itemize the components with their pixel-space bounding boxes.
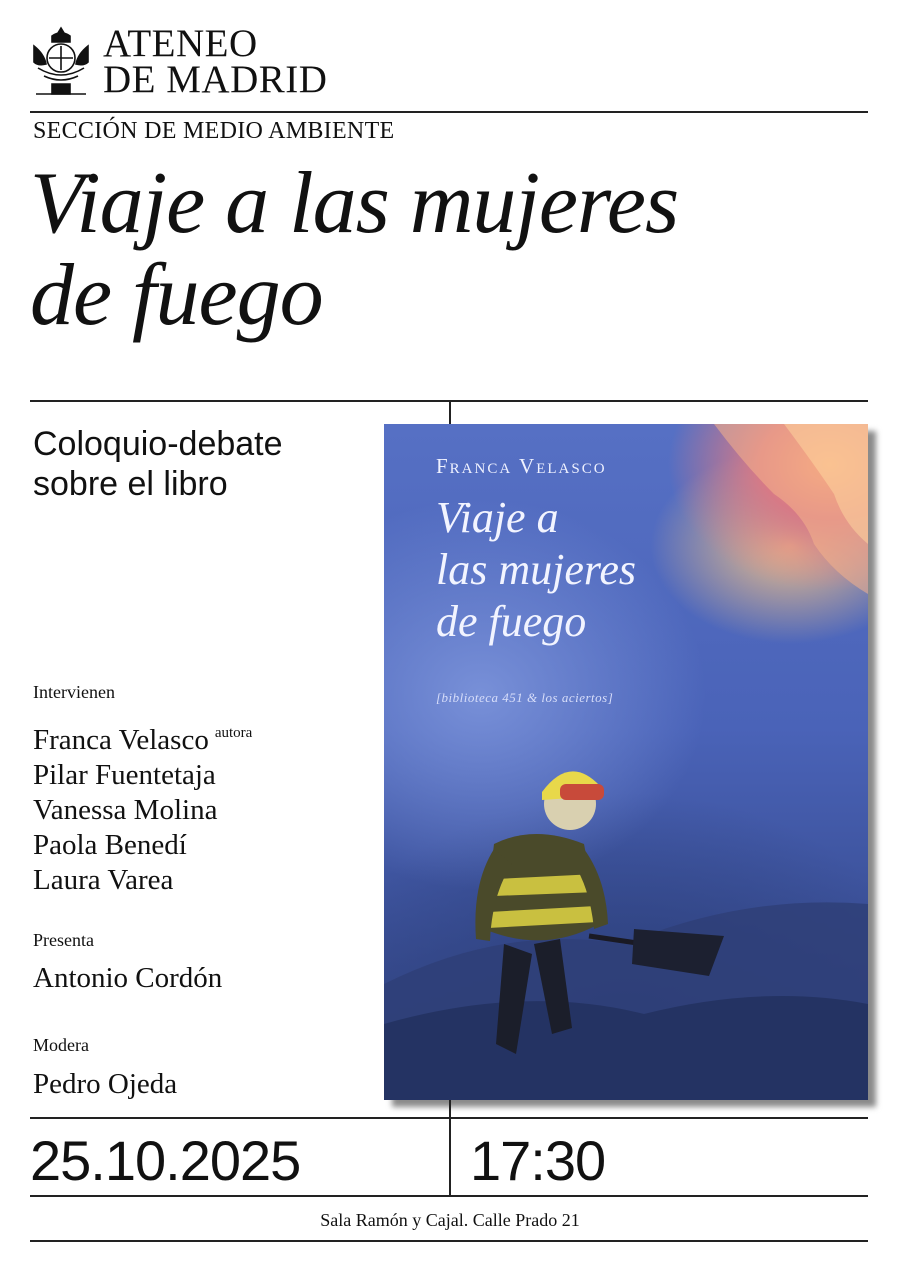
org-line-1: ATENEO [103,22,258,65]
participant-name: Franca Velasco $^{autora}$ [33,724,253,756]
column-divider-top [449,400,451,424]
presenter-name: Antonio Cordón [33,962,223,994]
ateneo-crest-icon [30,24,92,98]
organization-name [103,22,328,101]
moderator-label: Modera [33,1035,89,1055]
event-subtitle [33,424,433,504]
participant-name: Paola Benedí [33,829,187,861]
section-label: SECCIÓN DE MEDIO AMBIENTE [33,118,395,144]
cover-author: Franca Velasco [436,454,607,478]
title-line-1: Viaje a las mujeres [30,155,679,252]
presenter-label: Presenta [33,930,94,950]
participants-list [33,716,252,898]
event-title [30,155,880,344]
participant-name: Pilar Fuentetaja [33,759,216,791]
event-date: 25.10.2025 [30,1129,301,1192]
subtitle-line-2: sobre el libro [33,465,228,503]
book-cover [384,424,868,1100]
participant-name: Vanessa Molina [33,794,218,826]
column-divider-bottom [449,1100,451,1196]
cover-title-line-3: de fuego [436,597,587,646]
date-bottom-divider [30,1195,868,1197]
footer-divider [30,1240,868,1242]
org-line-2: DE MADRID [103,58,328,101]
event-time: 17:30 [470,1129,606,1192]
cover-title-line-2: las mujeres [436,545,637,594]
participant-name: Laura Varea [33,864,174,896]
cover-collection: [biblioteca 451 & los aciertos] [436,690,614,705]
subtitle-line-1: Coloquio-debate [33,425,283,463]
moderator-name: Pedro Ojeda [33,1068,178,1100]
cover-title [436,492,736,648]
cover-title-line-1: Viaje a [436,493,559,542]
header-divider [30,111,868,113]
event-venue: Sala Ramón y Cajal. Calle Prado 21 [320,1210,580,1230]
title-line-2: de fuego [30,247,323,344]
author-note: autora [214,725,253,741]
date-top-divider [30,1117,868,1119]
participants-label: Intervienen [33,682,115,702]
